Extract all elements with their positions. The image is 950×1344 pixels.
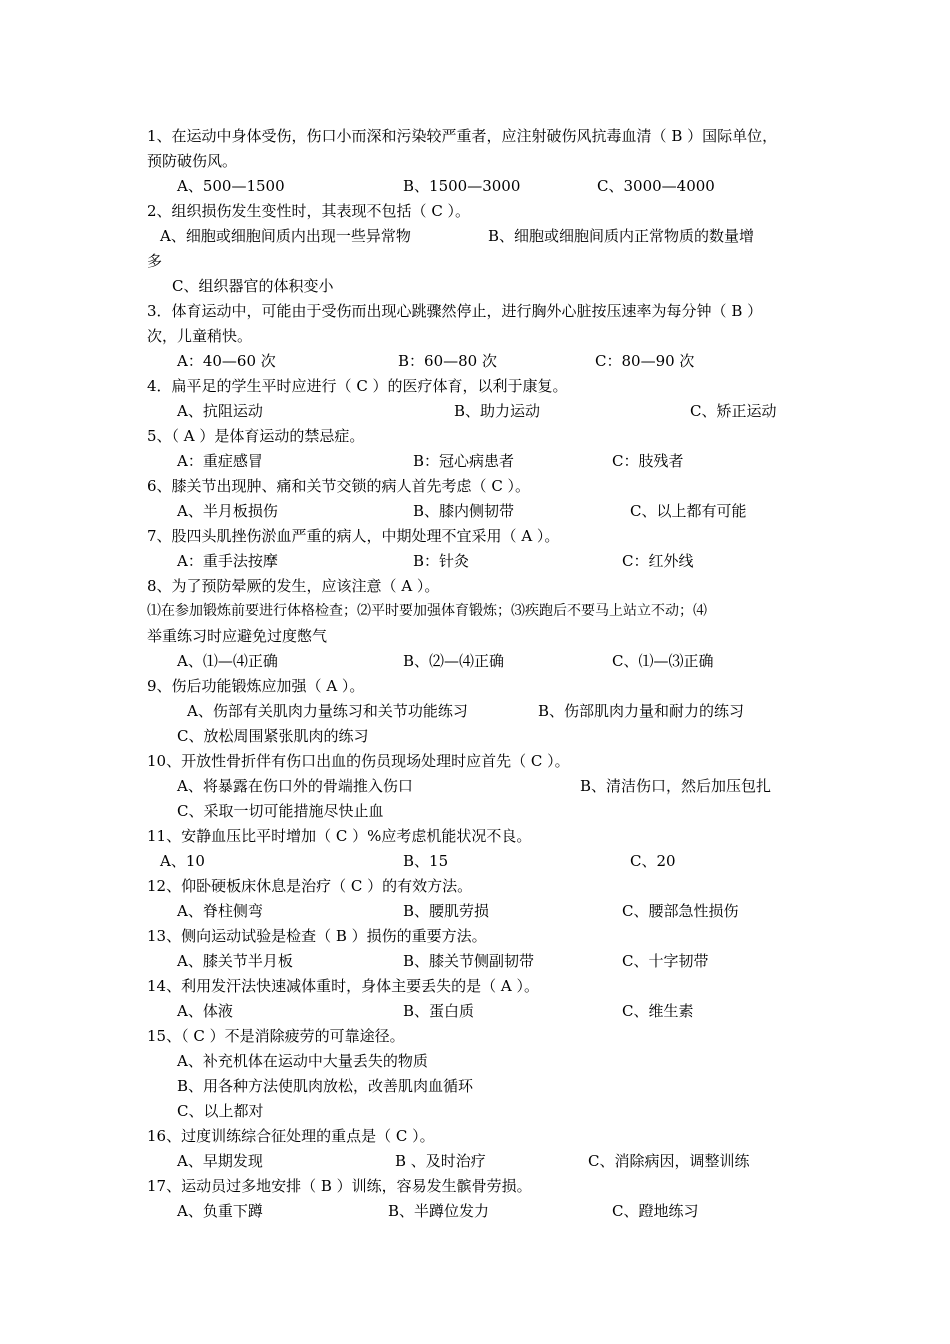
answer-option: C、20 xyxy=(630,852,676,870)
answer-option: C、以上都有可能 xyxy=(630,502,747,520)
answer-option: A、伤部有关肌肉力量练习和关节功能练习 xyxy=(187,702,468,720)
question-stem: 11、安静血压比平时增加（ C ）%应考虑机能状况不良。 xyxy=(147,827,532,845)
question-stem: 次，儿童稍快。 xyxy=(147,327,253,345)
question-stem: 14、利用发汗法快速减体重时，身体主要丢失的是（ A ）。 xyxy=(147,977,539,995)
answer-option: B、细胞或细胞间质内正常物质的数量增 xyxy=(488,227,755,245)
answer-option: A、将暴露在伤口外的骨端推入伤口 xyxy=(177,777,413,795)
question-stem: 12、仰卧硬板床休息是治疗（ C ）的有效方法。 xyxy=(147,877,473,895)
answer-option: A、负重下蹲 xyxy=(177,1202,263,1220)
answer-option: C：红外线 xyxy=(622,552,694,570)
answer-option: C、组织器官的体积变小 xyxy=(172,277,334,295)
answer-option: B：针灸 xyxy=(413,552,470,570)
question-stem: 举重练习时应避免过度憋气 xyxy=(147,627,328,645)
answer-option: A、⑴—⑷正确 xyxy=(177,652,278,670)
answer-option: B：冠心病患者 xyxy=(413,452,515,470)
question-stem: 13、侧向运动试验是检查（ B ）损伤的重要方法。 xyxy=(147,927,487,945)
answer-option: A、膝关节半月板 xyxy=(177,952,293,970)
answer-option: B、膝关节侧副韧带 xyxy=(403,952,535,970)
answer-option: C、消除病因，调整训练 xyxy=(588,1152,750,1170)
answer-option: C、放松周围紧张肌肉的练习 xyxy=(177,727,369,745)
answer-option: A、细胞或细胞间质内出现一些异常物 xyxy=(160,227,411,245)
answer-option: B、膝内侧韧带 xyxy=(413,502,515,520)
answer-option: B 、及时治疗 xyxy=(395,1152,486,1170)
question-stem: 1、在运动中身体受伤，伤口小而深和污染较严重者，应注射破伤风抗毒血清（ B ）国际单位， xyxy=(147,127,778,145)
answer-option: A：重症感冒 xyxy=(177,452,263,470)
answer-option: C、矫正运动 xyxy=(690,402,777,420)
answer-option: A、早期发现 xyxy=(177,1152,263,1170)
question-stem: 2、组织损伤发生变性时，其表现不包括（ C ）。 xyxy=(147,202,471,220)
answer-option: B、腰肌劳损 xyxy=(403,902,490,920)
answer-option: A、体液 xyxy=(177,1002,233,1020)
question-stem: 3．体育运动中，可能由于受伤而出现心跳骤然停止，进行胸外心脏按压速率为每分钟（ B ） xyxy=(147,302,763,320)
answer-option: C、腰部急性损伤 xyxy=(622,902,739,920)
answer-option: 多 xyxy=(147,252,163,270)
answer-option: A、抗阻运动 xyxy=(177,402,263,420)
answer-option: A：重手法按摩 xyxy=(177,552,278,570)
answer-option: B、1500—3000 xyxy=(403,177,521,195)
question-stem: 4．扁平足的学生平时应进行（ C ）的医疗体育，以利于康复。 xyxy=(147,377,568,395)
answer-option: C、蹬地练习 xyxy=(612,1202,699,1220)
answer-option: B、15 xyxy=(403,852,449,870)
answer-option: B：60—80 次 xyxy=(398,352,497,370)
answer-option: A、10 xyxy=(160,852,205,870)
answer-option: B、⑵—⑷正确 xyxy=(403,652,505,670)
answer-option: A、脊柱侧弯 xyxy=(177,902,263,920)
question-stem: 15、（ C ）不是消除疲劳的可靠途径。 xyxy=(147,1027,405,1045)
answer-option: B、清洁伤口，然后加压包扎 xyxy=(580,777,772,795)
answer-option: B、用各种方法使肌肉放松，改善肌肉血循环 xyxy=(177,1077,474,1095)
question-stem: ⑴在参加锻炼前要进行体格检查；⑵平时要加强体育锻炼；⑶疾跑后不要马上站立不动；⑷ xyxy=(147,603,707,619)
answer-option: A、补充机体在运动中大量丢失的物质 xyxy=(177,1052,428,1070)
answer-option: C、采取一切可能措施尽快止血 xyxy=(177,802,384,820)
question-stem: 6、膝关节出现肿、痛和关节交锁的病人首先考虑（ C ）。 xyxy=(147,477,531,495)
answer-option: A：40—60 次 xyxy=(177,352,276,370)
question-stem: 7、股四头肌挫伤淤血严重的病人，中期处理不宜采用（ A ）。 xyxy=(147,527,560,545)
answer-option: B、助力运动 xyxy=(454,402,541,420)
question-stem: 10、开放性骨折伴有伤口出血的伤员现场处理时应首先（ C ）。 xyxy=(147,752,570,770)
answer-option: C、维生素 xyxy=(622,1002,694,1020)
question-stem: 5、（ A ）是体育运动的禁忌症。 xyxy=(147,427,365,445)
answer-option: B、蛋白质 xyxy=(403,1002,475,1020)
answer-option: C：肢残者 xyxy=(612,452,684,470)
answer-option: C、十字韧带 xyxy=(622,952,709,970)
question-stem: 8、为了预防晕厥的发生，应该注意（ A ）。 xyxy=(147,577,440,595)
answer-option: C、以上都对 xyxy=(177,1102,264,1120)
question-stem: 17、运动员过多地安排（ B ）训练，容易发生髌骨劳损。 xyxy=(147,1177,532,1195)
question-stem: 9、伤后功能锻炼应加强（ A ）。 xyxy=(147,677,365,695)
question-stem: 预防破伤风。 xyxy=(147,152,238,170)
answer-option: C：80—90 次 xyxy=(595,352,695,370)
answer-option: B、伤部肌肉力量和耐力的练习 xyxy=(538,702,745,720)
answer-option: C、⑴—⑶正确 xyxy=(612,652,714,670)
answer-option: A、500—1500 xyxy=(177,177,285,195)
answer-option: A、半月板损伤 xyxy=(177,502,278,520)
answer-option: B、半蹲位发力 xyxy=(388,1202,490,1220)
answer-option: C、3000—4000 xyxy=(597,177,715,195)
question-stem: 16、过度训练综合征处理的重点是（ C ）。 xyxy=(147,1127,435,1145)
